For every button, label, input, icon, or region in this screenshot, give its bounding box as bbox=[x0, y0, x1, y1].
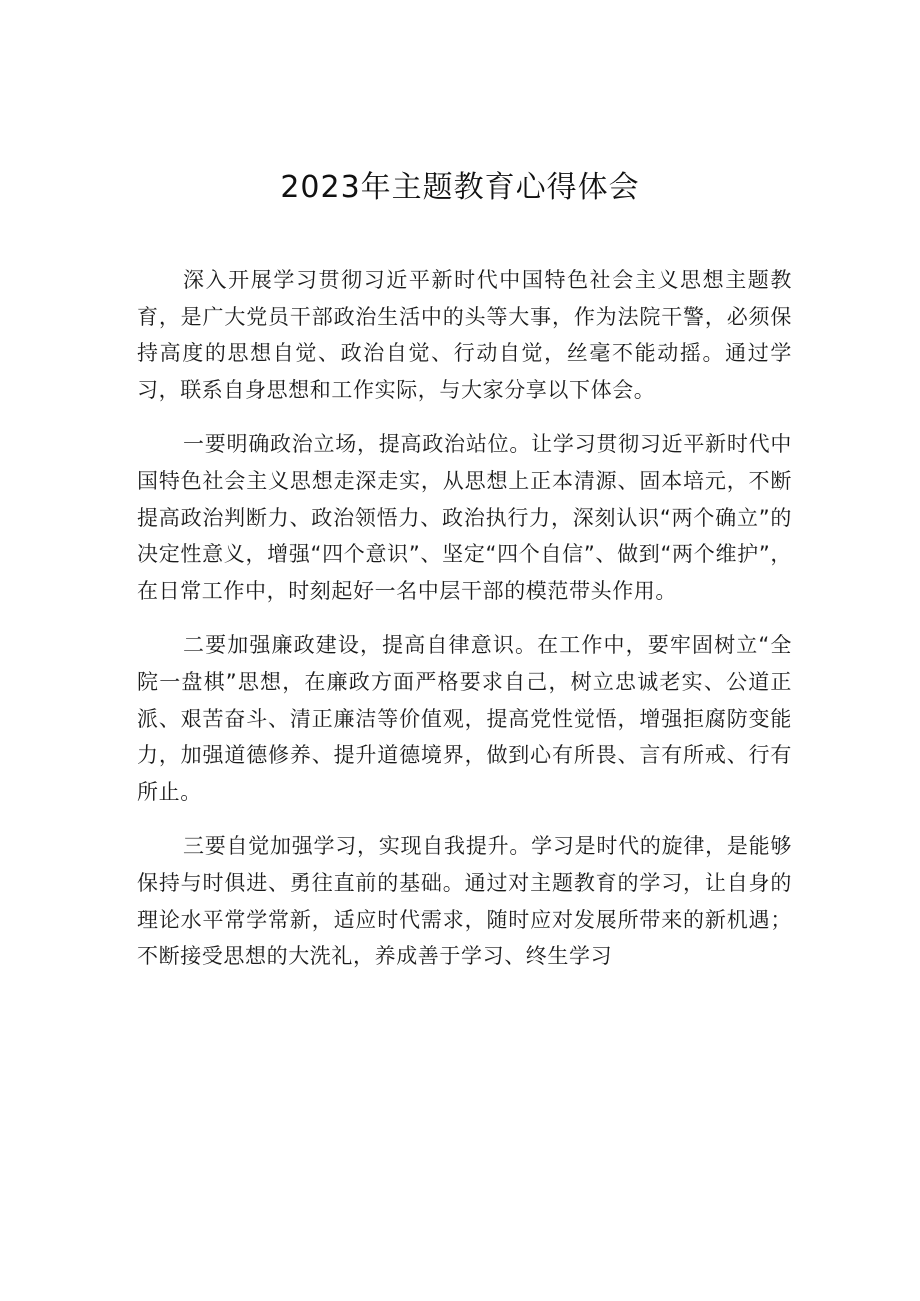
paragraph-point-two: 二要加强廉政建设，提高自律意识。在工作中，要牢固树立“全院一盘棋”思想，在廉政方面严格要求自己，树立忠诚老实、公道正派、艰苦奋斗、清正廉洁等价值观，提高党性觉悟，增强拒腐防变能力，加强道德修养、提升道德境界，做到心有所畏、言有所戒、行有所止。 bbox=[137, 633, 792, 804]
paragraph-point-three: 三要自觉加强学习，实现自我提升。学习是时代的旋律，是能够保持与时俱进、勇往直前的基础。通过对主题教育的学习，让自身的理论水平常学常新，适应时代需求，随时应对发展所带来的新机遇；不断接受思想的大洗礼，养成善于学习、终生学习 bbox=[137, 834, 792, 969]
document-title: 2023年主题教育心得体会 bbox=[280, 170, 640, 205]
document-body bbox=[137, 262, 792, 975]
paragraph-intro: 深入开展学习贯彻习近平新时代中国特色社会主义思想主题教育，是广大党员干部政治生活中的头等大事，作为法院干警，必须保持高度的思想自觉、政治自觉、行动自觉，丝毫不能动摇。通过学习，联系自身思想和工作实际，与大家分享以下体会。 bbox=[137, 268, 792, 402]
paragraph-point-one: 一要明确政治立场，提高政治站位。让学习贯彻习近平新时代中国特色社会主义思想走深走实，从思想上正本清源、固本培元，不断提高政治判断力、政治领悟力、政治执行力，深刻认识“两个确立”的决定性意义，增强“四个意识”、坚定“四个自信”、做到“两个维护”，在日常工作中，时刻起好一名中层干部的模范带头作用。 bbox=[137, 432, 792, 603]
